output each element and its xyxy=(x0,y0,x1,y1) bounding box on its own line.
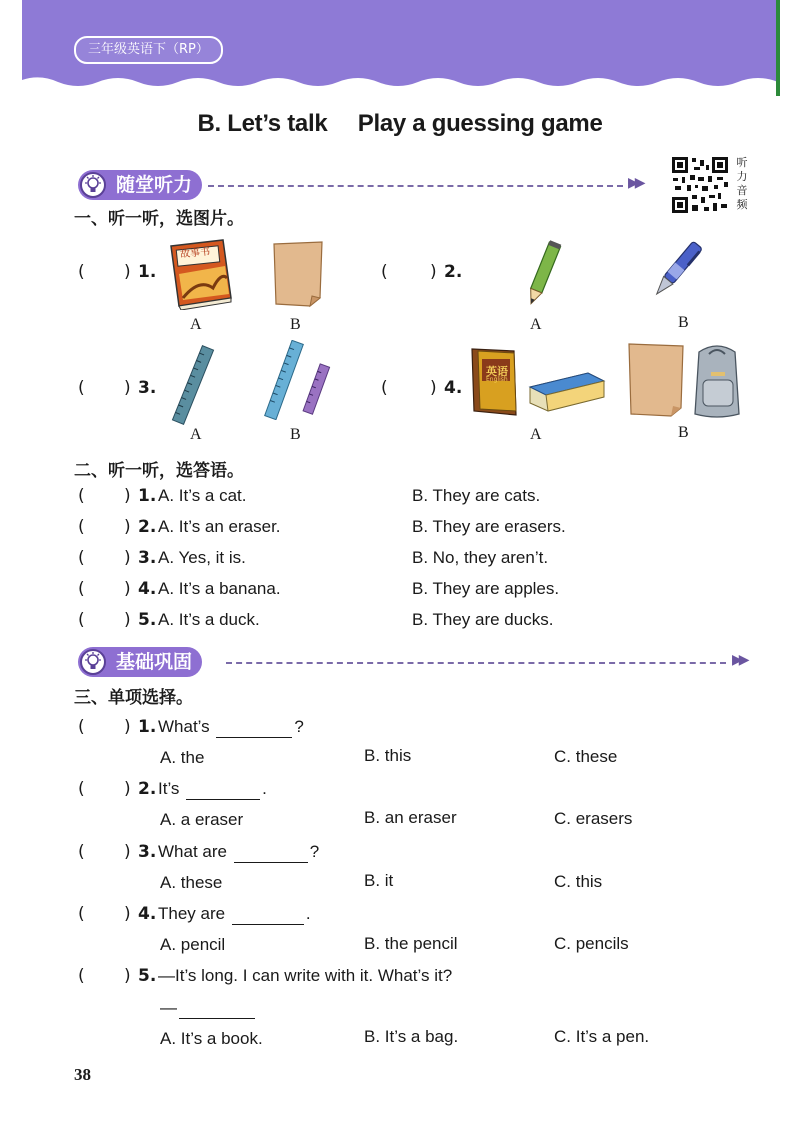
option-b: B. They are apples. xyxy=(412,579,560,598)
double-arrow-icon: ▶▶ xyxy=(628,175,642,191)
option-b-label: B xyxy=(290,426,301,443)
stem-after: ? xyxy=(294,717,304,736)
lightbulb-icon xyxy=(80,649,106,675)
option-b: B. They are erasers. xyxy=(412,517,566,536)
answer-paren: ( xyxy=(78,548,85,568)
answer-paren: ) xyxy=(124,779,131,799)
option-a: A. pencil xyxy=(160,935,226,954)
answer-paren: ) xyxy=(124,517,131,537)
answer-paren-open: ( xyxy=(78,262,85,282)
answer-paren-close: ) xyxy=(430,262,437,282)
lightbulb-icon xyxy=(80,172,106,198)
paper-icon xyxy=(270,240,326,308)
answer-paren-close: ) xyxy=(124,378,131,398)
option-c: C. these xyxy=(554,747,618,766)
option-c: C. It’s a pen. xyxy=(554,1027,650,1046)
question-number: 4. xyxy=(138,904,157,924)
option-a-label: A xyxy=(190,426,202,443)
answer-paren: ) xyxy=(124,904,131,924)
answer-paren: ( xyxy=(78,486,85,506)
option-b: B. They are ducks. xyxy=(412,610,554,629)
answer-paren: ) xyxy=(124,610,131,630)
answer-blank xyxy=(216,717,292,738)
option-b: B. this xyxy=(364,746,412,765)
english-book-title: 英语 xyxy=(486,365,508,378)
answer-paren: ) xyxy=(124,579,131,599)
answer-blank xyxy=(179,998,255,1019)
question-number: 3. xyxy=(138,548,157,568)
english-book-subtitle: English xyxy=(486,376,508,383)
qr-label: 听力音频 xyxy=(736,156,748,211)
answer-paren: ( xyxy=(78,904,85,924)
section-listening-pill xyxy=(78,170,202,200)
section-divider xyxy=(226,662,726,664)
question-number: 2. xyxy=(444,262,463,282)
part3-heading: 三、单项选择。 xyxy=(74,688,193,708)
option-a: A. It’s a cat. xyxy=(158,486,247,505)
question-stem xyxy=(158,904,311,925)
option-b: B. it xyxy=(364,871,394,890)
part2-heading: 二、听一听，选答语。 xyxy=(74,461,244,481)
option-a: A. It’s an eraser. xyxy=(158,517,281,536)
page-title xyxy=(0,110,800,138)
book-label: 三年级英语下（RP） xyxy=(74,36,223,64)
answer-blank xyxy=(186,779,260,800)
answer-line xyxy=(160,998,257,1019)
option-b: B. They are cats. xyxy=(412,486,541,505)
option-a-label: A xyxy=(190,316,202,333)
question-number: 3. xyxy=(138,378,157,398)
ruler-icon xyxy=(168,345,218,425)
answer-dash: — xyxy=(160,998,177,1017)
option-c: C. this xyxy=(554,872,603,891)
section-listening-header xyxy=(78,170,648,200)
answer-paren: ( xyxy=(78,517,85,537)
answer-paren: ) xyxy=(124,717,131,737)
question-stem xyxy=(158,842,319,863)
option-b: B. the pencil xyxy=(364,934,458,953)
answer-paren: ( xyxy=(78,842,85,862)
option-b: B. an eraser xyxy=(364,808,457,827)
option-b: B. It’s a bag. xyxy=(364,1027,459,1046)
answer-paren: ) xyxy=(124,548,131,568)
stem-before: What are xyxy=(158,842,227,861)
option-a: A. It’s a banana. xyxy=(158,579,281,598)
answer-paren: ) xyxy=(124,842,131,862)
question-number: 2. xyxy=(138,779,157,799)
answer-paren-close: ) xyxy=(124,262,131,282)
option-c: C. pencils xyxy=(554,934,629,953)
question-number: 5. xyxy=(138,610,157,630)
question-stem xyxy=(158,779,267,800)
answer-paren-close: ) xyxy=(430,378,437,398)
part1-heading: 一、听一听，选图片。 xyxy=(74,209,244,229)
stem-before: What’s xyxy=(158,717,210,736)
storybook-title: 故事书 xyxy=(179,246,211,261)
answer-blank xyxy=(234,842,308,863)
answer-blank xyxy=(232,904,304,925)
stem-after: . xyxy=(305,904,311,923)
header-band xyxy=(0,0,800,100)
question-number: 4. xyxy=(138,579,157,599)
answer-paren: ( xyxy=(78,966,85,986)
question-number: 3. xyxy=(138,842,157,862)
question-stem xyxy=(158,717,304,738)
stem-before: They are xyxy=(158,904,226,923)
question-number: 1. xyxy=(138,262,157,282)
answer-paren-open: ( xyxy=(381,262,388,282)
option-a: A. these xyxy=(160,873,223,892)
question-number: 1. xyxy=(138,717,157,737)
pencil-icon xyxy=(522,238,564,310)
option-a-label: A xyxy=(530,316,542,333)
answer-paren: ( xyxy=(78,779,85,799)
two-rulers-icon xyxy=(262,340,334,420)
title-topic: Play a guessing game xyxy=(357,110,603,137)
option-b-label: B xyxy=(678,424,689,441)
option-a: A. the xyxy=(160,748,205,767)
stem-after: ? xyxy=(309,842,320,861)
paper-and-bag-icon xyxy=(625,342,747,420)
question-number: 2. xyxy=(138,517,157,537)
stem-before: It’s xyxy=(158,779,180,798)
qr-code-icon[interactable] xyxy=(670,155,730,215)
option-b: B. No, they aren’t. xyxy=(412,548,549,567)
option-b-label: B xyxy=(678,314,689,331)
option-a: A. a eraser xyxy=(160,810,244,829)
option-a: A. It’s a book. xyxy=(160,1029,263,1048)
answer-paren-open: ( xyxy=(78,378,85,398)
answer-paren: ( xyxy=(78,717,85,737)
option-a-label: A xyxy=(530,426,542,443)
answer-paren: ( xyxy=(78,579,85,599)
answer-paren: ) xyxy=(124,966,131,986)
stem-after: . xyxy=(262,779,267,798)
section-divider xyxy=(208,185,623,187)
answer-paren: ) xyxy=(124,486,131,506)
option-a: A. It’s a duck. xyxy=(158,610,260,629)
double-arrow-icon: ▶▶ xyxy=(732,652,746,668)
answer-paren: ( xyxy=(78,610,85,630)
section-listening-title: 随堂听力 xyxy=(116,174,193,196)
question-stem: —It’s long. I can write with it. What’s it? xyxy=(158,966,453,985)
section-basics-title: 基础巩固 xyxy=(116,651,193,673)
page-number: 38 xyxy=(74,1065,91,1084)
question-number: 5. xyxy=(138,966,157,986)
question-number: 1. xyxy=(138,486,157,506)
option-c: C. erasers xyxy=(554,809,633,828)
pen-icon xyxy=(645,237,707,305)
option-a: A. Yes, it is. xyxy=(158,548,246,567)
option-b-label: B xyxy=(290,316,301,333)
question-number: 4. xyxy=(444,378,463,398)
section-basics-header xyxy=(78,647,750,677)
title-lesson: B. Let’s talk xyxy=(197,110,328,137)
section-basics-pill xyxy=(78,647,202,677)
answer-paren-open: ( xyxy=(381,378,388,398)
